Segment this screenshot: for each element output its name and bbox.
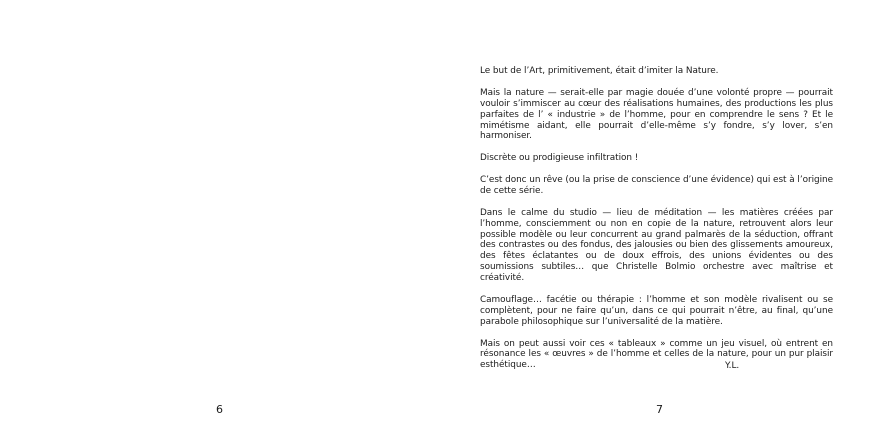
right-page <box>440 0 880 432</box>
paragraph: Le but de l’Art, primitivement, était d’imiter la Nature. <box>480 66 719 76</box>
paragraph: C’est donc un rêve (ou la prise de conscience d’une évidence) qui est à l’origine de cette série. <box>480 175 833 196</box>
body-text <box>480 66 833 382</box>
paragraph: Mais on peut aussi voir ces « tableaux » comme un jeu visuel, où entrent en résonance les « œuvres » de l’homme et celles de la nature, pour un pur plaisir esthétique… <box>480 338 833 371</box>
paragraph: Dans le calme du studio — lieu de méditation — les matières créées par l’homme, consciemment ou non en copie de la nature, retrouvent alors leur possible modèle ou leur concurrent au grand palmarès de la séduction, offrant des contrastes ou des fondus, des jalousies ou bien des glissements amoureux, des fêtes éclatantes ou de doux effrois, des unions évidentes ou des soumissions subtiles… que Christelle Bolmio orchestre avec maîtrise et créativité. <box>480 207 833 284</box>
paragraph: Discrète ou prodigieuse infiltration ! <box>480 153 639 164</box>
page-number-left: 6 <box>216 403 223 416</box>
page-number-right: 7 <box>656 403 663 416</box>
author-signature: Y.L. <box>725 361 740 371</box>
paragraph: Mais la nature — serait-elle par magie douée d’une volonté propre — pourrait vouloir s’immiscer au cœur des réalisations humaines, des productions les plus parfaites de l’ « industrie » de l’homme, pour en comprendre le sens ? Et le mimétisme aidant, elle pourrait d’elle-même s’y fondre, s’y lover, s’en harmoniser. <box>480 87 833 142</box>
paragraph: Camouflage… facétie ou thérapie : l’homme et son modèle rivalisent ou se complètent, pour ne faire qu’un, dans ce qui pourrait n’être, au final, qu’une parabole philosophique sur l’universalité de la matière. <box>480 294 833 327</box>
